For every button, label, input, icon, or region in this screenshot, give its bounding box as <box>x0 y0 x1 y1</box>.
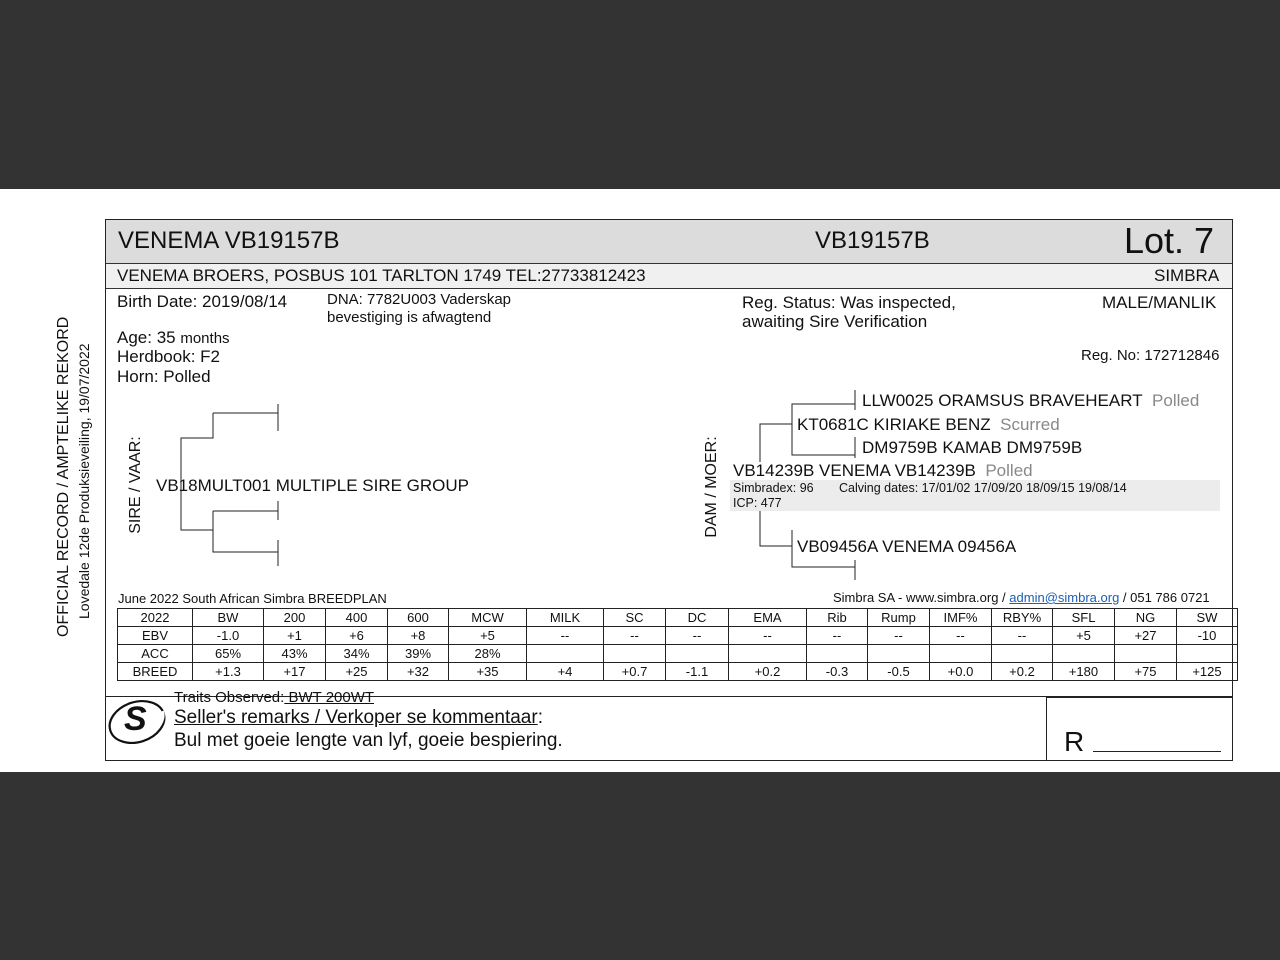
breedplan-cell <box>868 645 930 663</box>
animal-code: VB19157B <box>815 227 930 254</box>
breedplan-cell: +0.7 <box>604 663 666 681</box>
contact-suffix: / 051 786 0721 <box>1119 590 1210 605</box>
breedplan-cell: -- <box>930 627 992 645</box>
horn-status: Horn: Polled <box>117 367 211 386</box>
dam-label: DAM / MOER: <box>703 436 720 538</box>
reg-status-line1: Reg. Status: Was inspected, <box>742 293 956 312</box>
remarks-colon: : <box>537 707 543 728</box>
breedplan-header-cell: 400 <box>326 609 388 627</box>
reg-status-line2: awaiting Sire Verification <box>742 312 928 331</box>
breedplan-cell: +1 <box>264 627 326 645</box>
breedplan-cell: +25 <box>326 663 388 681</box>
breedplan-cell: +4 <box>527 663 604 681</box>
contact-prefix: Simbra SA - www.simbra.org / <box>833 590 1010 605</box>
traits-label: Traits Observed: <box>174 689 285 706</box>
breedplan-header-cell: DC <box>666 609 729 627</box>
breedplan-cell: -0.3 <box>807 663 868 681</box>
breedplan-header-cell: RBY% <box>992 609 1053 627</box>
breedplan-cell: -1.0 <box>193 627 264 645</box>
breedplan-cell: +5 <box>449 627 527 645</box>
breedplan-header-cell: Rump <box>868 609 930 627</box>
dam-calving-dates: Calving dates: 17/01/02 17/09/20 18/09/15 19/08/14 <box>839 481 1127 495</box>
breedplan-cell <box>666 645 729 663</box>
dam-horn: Polled <box>985 461 1033 480</box>
breedplan-cell: -0.5 <box>868 663 930 681</box>
dna-line1: DNA: 7782U003 Vaderskap <box>327 291 511 308</box>
birth-date: Birth Date: 2019/08/14 <box>117 292 288 311</box>
breedplan-cell <box>604 645 666 663</box>
sire-name: VB18MULT001 MULTIPLE SIRE GROUP <box>156 476 470 495</box>
dam-name: VB14239B VENEMA VB14239B <box>733 461 976 480</box>
breedplan-cell: +0.2 <box>729 663 807 681</box>
breedplan-table <box>117 608 1238 681</box>
breedplan-row <box>118 663 1238 681</box>
breedplan-title: June 2022 South African Simbra BREEDPLAN <box>118 591 387 606</box>
dam-sire-sire-name: LLW0025 ORAMSUS BRAVEHEART <box>862 391 1143 410</box>
breedplan-cell: -- <box>807 627 868 645</box>
sire-label: SIRE / VAAR: <box>127 436 144 534</box>
sale-label: Lovedale 12de Produksieveiling, 19/07/2022 <box>76 343 92 619</box>
breedplan-cell: +0.2 <box>992 663 1053 681</box>
animal-name: VENEMA VB19157B <box>118 227 340 254</box>
breedplan-cell: ACC <box>118 645 193 663</box>
traits-value: BWT 200WT <box>284 689 375 706</box>
dam-dam: VB09456A VENEMA 09456A <box>797 537 1017 556</box>
breedplan-cell <box>807 645 868 663</box>
breedplan-header-cell: SFL <box>1053 609 1115 627</box>
breedplan-cell: 28% <box>449 645 527 663</box>
breed-name: SIMBRA <box>1154 266 1220 285</box>
breedplan-header-cell: NG <box>1115 609 1177 627</box>
breedplan-cell: +0.0 <box>930 663 992 681</box>
breedplan-cell <box>527 645 604 663</box>
breedplan-header-cell: IMF% <box>930 609 992 627</box>
breedplan-cell: +8 <box>388 627 449 645</box>
dam-sire-name: KT0681C KIRIAKE BENZ <box>797 415 991 434</box>
breedplan-header-cell: Rib <box>807 609 868 627</box>
remarks-label: Seller's remarks / Verkoper se kommentaar <box>174 707 538 728</box>
official-record-label: OFFICIAL RECORD / AMPTELIKE REKORD <box>55 316 72 637</box>
breedplan-cell <box>729 645 807 663</box>
sex: MALE/MANLIK <box>1102 293 1217 312</box>
breedplan-cell: +35 <box>449 663 527 681</box>
breedplan-cell: +32 <box>388 663 449 681</box>
dam <box>733 461 1033 481</box>
breedplan-cell: -10 <box>1177 627 1238 645</box>
breedplan-cell: +27 <box>1115 627 1177 645</box>
dam-sire-horn: Scurred <box>1000 415 1060 434</box>
simbra-contact <box>833 590 1210 605</box>
age-value: Age: 35 <box>117 328 176 347</box>
breedplan-header-row <box>118 609 1238 627</box>
sellers-remarks-heading <box>174 707 543 729</box>
age-unit: months <box>180 330 230 347</box>
breedplan-cell: +5 <box>1053 627 1115 645</box>
dna-line2: bevestiging is afwagtend <box>327 309 492 326</box>
breedplan-header-cell: MCW <box>449 609 527 627</box>
reg-number: Reg. No: 172712846 <box>1081 347 1220 364</box>
breedplan-cell <box>1053 645 1115 663</box>
breedplan-cell: -- <box>666 627 729 645</box>
price-line[interactable] <box>1093 751 1221 752</box>
breedplan-cell: +180 <box>1053 663 1115 681</box>
breedplan-cell: -1.1 <box>666 663 729 681</box>
breedplan-header-cell: MILK <box>527 609 604 627</box>
contact-email-link[interactable]: admin@simbra.org <box>1009 590 1120 605</box>
breedplan-cell: -- <box>604 627 666 645</box>
dam-icp: ICP: 477 <box>733 496 782 510</box>
breedplan-cell: EBV <box>118 627 193 645</box>
breedplan-cell <box>930 645 992 663</box>
dam-sire-dam: DM9759B KAMAB DM9759B <box>862 438 1083 457</box>
lot-number: Lot. 7 <box>1124 220 1215 261</box>
sellers-remarks-text: Bul met goeie lengte van lyf, goeie bespiering. <box>174 730 563 751</box>
price-label: R <box>1064 726 1085 757</box>
dam-simbradex: Simbradex: 96 <box>733 481 814 495</box>
breedplan-header-cell: EMA <box>729 609 807 627</box>
dam-sire-sire <box>862 391 1199 411</box>
breedplan-header-cell: 600 <box>388 609 449 627</box>
breedplan-cell: -- <box>868 627 930 645</box>
breedplan-cell: +75 <box>1115 663 1177 681</box>
breedplan-row <box>118 645 1238 663</box>
breedplan-cell: +6 <box>326 627 388 645</box>
breedplan-cell: +17 <box>264 663 326 681</box>
breedplan-header-cell: 200 <box>264 609 326 627</box>
traits-observed <box>174 689 374 706</box>
breedplan-header-cell: SW <box>1177 609 1238 627</box>
breedplan-cell: BREED <box>118 663 193 681</box>
dam-sire <box>797 415 1060 435</box>
breedplan-header-cell: SC <box>604 609 666 627</box>
breedplan-cell: +125 <box>1177 663 1238 681</box>
breedplan-cell <box>1177 645 1238 663</box>
breedplan-cell: 39% <box>388 645 449 663</box>
breedplan-cell: 34% <box>326 645 388 663</box>
breedplan-cell: -- <box>992 627 1053 645</box>
breedplan-header-cell: 2022 <box>118 609 193 627</box>
breedplan-cell: -- <box>527 627 604 645</box>
breedplan-cell <box>992 645 1053 663</box>
breedplan-cell: +1.3 <box>193 663 264 681</box>
breedplan-row <box>118 627 1238 645</box>
herdbook: Herdbook: F2 <box>117 347 220 366</box>
breedplan-cell <box>1115 645 1177 663</box>
owner-info: VENEMA BROERS, POSBUS 101 TARLTON 1749 TEL:27733812423 <box>117 266 646 285</box>
simbra-logo-letter: S <box>124 700 147 738</box>
breedplan-cell: 65% <box>193 645 264 663</box>
breedplan-header-cell: BW <box>193 609 264 627</box>
breedplan-cell: -- <box>729 627 807 645</box>
breedplan-cell: 43% <box>264 645 326 663</box>
dam-sire-sire-horn: Polled <box>1152 391 1200 410</box>
